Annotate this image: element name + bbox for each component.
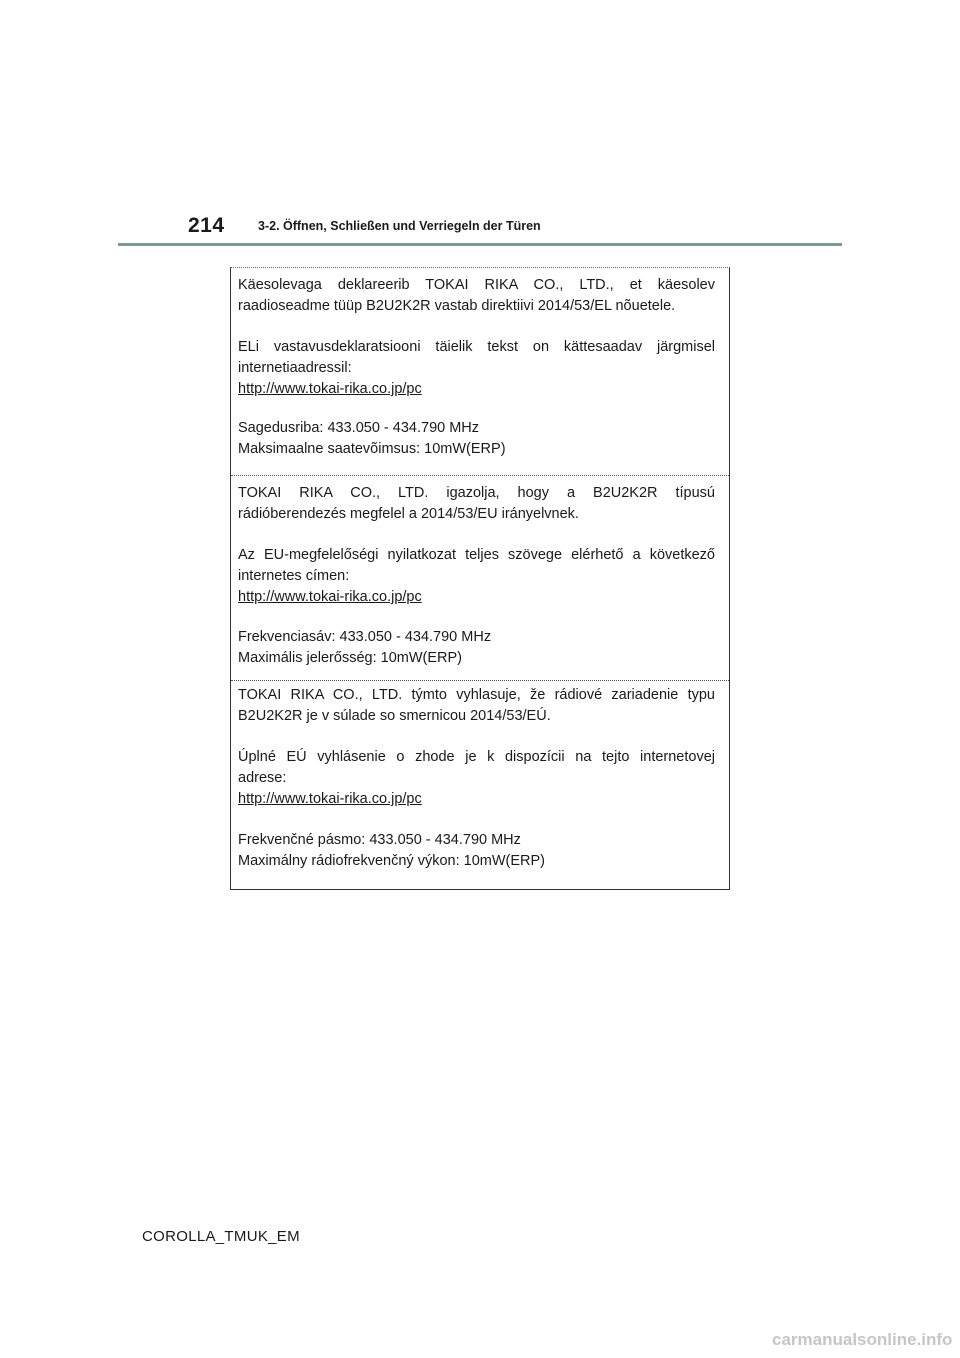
slovak-notice xyxy=(231,680,729,890)
declaration-text: TOKAI RIKA CO., LTD. týmto vyhlasuje, že rádiové zariadenie typu xyxy=(238,687,715,703)
url-link[interactable]: http://www.tokai-rika.co.jp/pc xyxy=(238,381,422,397)
frequency-text: Frekvenciasáv: 433.050 - 434.790 MHz xyxy=(238,629,492,645)
hungarian-notice xyxy=(231,475,729,681)
watermark: carmanualsonline.info xyxy=(772,1330,953,1349)
page-number: 214 xyxy=(188,214,225,237)
availability-text: Úplné EÚ vyhlásenie o zhode je k dispozícii na tejto internetovej xyxy=(238,749,715,765)
frequency-text: Sagedusriba: 433.050 - 434.790 MHz xyxy=(238,420,480,436)
url-link[interactable]: http://www.tokai-rika.co.jp/pc xyxy=(238,589,422,605)
declaration-text-cont: raadioseadme tüüp B2U2K2R vastab direktiivi 2014/53/EL nõuetele. xyxy=(238,298,676,314)
declaration-text: TOKAI RIKA CO., LTD. igazolja, hogy a B2U2K2R típusú xyxy=(238,485,715,501)
availability-text: Az EU-megfelelőségi nyilatkozat teljes szövege elérhető a következő xyxy=(238,547,715,563)
declaration-text-cont: B2U2K2R je v súlade so smernicou 2014/53/EÚ. xyxy=(238,708,551,724)
estonian-notice xyxy=(231,268,729,475)
declaration-text: Käesolevaga deklareerib TOKAI RIKA CO., LTD., et käesolev xyxy=(238,277,715,293)
availability-text-cont: internetiaadressil: xyxy=(238,360,352,376)
url-link[interactable]: http://www.tokai-rika.co.jp/pc xyxy=(238,791,422,807)
declaration-text-cont: rádióberendezés megfelel a 2014/53/EU irányelvnek. xyxy=(238,506,579,522)
header-rule xyxy=(118,243,842,246)
availability-text: ELi vastavusdeklaratsiooni täielik tekst on kättesaadav järgmisel xyxy=(238,339,715,355)
availability-text-cont: internetes címen: xyxy=(238,568,350,584)
declaration-box xyxy=(230,267,730,890)
power-text: Maximális jelerősség: 10mW(ERP) xyxy=(238,650,462,666)
availability-text-cont: adrese: xyxy=(238,770,287,786)
frequency-text: Frekvenčné pásmo: 433.050 - 434.790 MHz xyxy=(238,832,521,848)
power-text: Maksimaalne saatevõimsus: 10mW(ERP) xyxy=(238,441,506,457)
power-text: Maximálny rádiofrekvenčný výkon: 10mW(ERP) xyxy=(238,853,546,869)
document-code: COROLLA_TMUK_EM xyxy=(142,1228,300,1245)
section-title: 3-2. Öffnen, Schließen und Verriegeln der Türen xyxy=(258,219,541,233)
